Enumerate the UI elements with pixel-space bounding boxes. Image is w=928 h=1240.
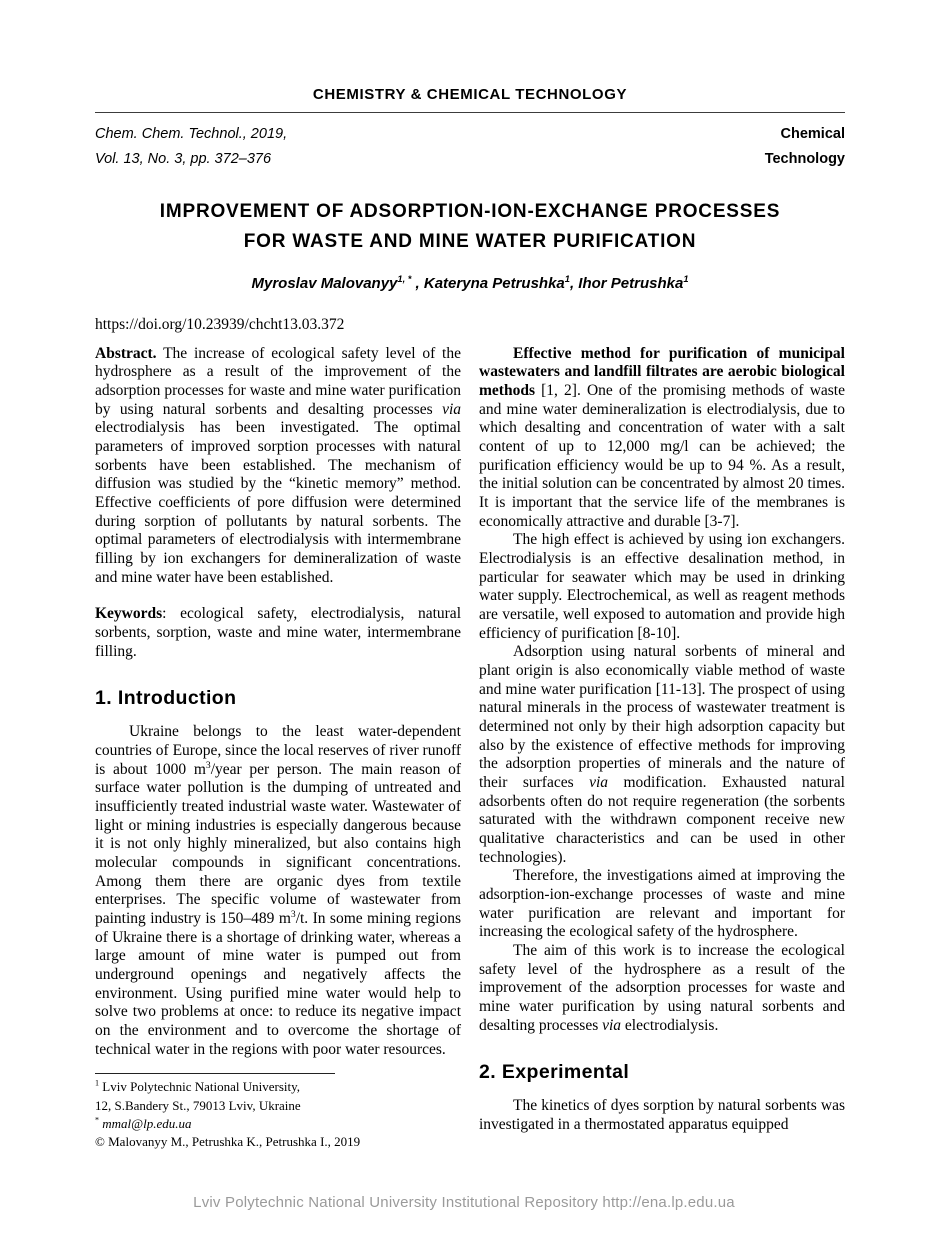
journal-citation <box>95 122 287 173</box>
doi-text: https://doi.org/10.23939/chcht13.03.372 <box>95 315 345 333</box>
footnote-block <box>95 1073 461 1151</box>
journal-info-row <box>95 122 845 173</box>
footnote-copyright: © Malovanyy M., Petrushka K., Petrushka I., 2019 <box>95 1133 361 1149</box>
author-list: Myroslav Malovanyy$^{1, *}$ , Kateryna Petrushka$^1$, Ihor Petrushka$^1$ <box>251 273 689 292</box>
body-paragraph-1: Effective method for purification of municipal wastewaters and landfill filtrates are aerobic biological methods [1, 2]. One of the promising methods of waste and mine water demineralization is electrodialysis, due to which desalting and concentration of water with a salt content of up to 12,000 mg/l can be achieved; the purification efficiency would be up to 94 %. As a result, the initial solution can be concentrated by almost 20 times. It is important that the service life of the membranes is economically attractive and durable [3-7]. <box>479 344 845 530</box>
abstract-paragraph: Abstract. The increase of ecological safety level of the hydrosphere as a result of the improvement of the adsorption processes for waste and mine water purification by using natural sorbents and desalting processes via electrodialysis has been investigated. The optimal parameters of improved sorption processes with natural sorbents have been established. The mechanism of diffusion was studied by the “kinetic memory” method. Effective coefficients of pore diffusion were determined during sorption of pollutants by natural sorbents. The optimal parameters of electrodialysis with intermembrane filling by ion exchangers for demineralization of waste and mine water have been established. <box>95 344 461 586</box>
keywords-paragraph: Keywords: ecological safety, electrodialysis, natural sorbents, sorption, waste and mine water, intermembrane filling. <box>95 605 461 660</box>
section-heading-introduction: 1. Introduction <box>95 687 237 710</box>
body-paragraph-2: The high effect is achieved by using ion exchangers. Electrodialysis is an effective desalination method, in particular for seawater which may be used in drinking water supply. Electrochemical, as well as reagent methods are versatile, well exposed to automation and provide high efficiency of purification [8-10]. <box>479 531 845 642</box>
running-head: CHEMISTRY & CHEMICAL TECHNOLOGY <box>95 86 845 113</box>
footnote-rule <box>95 1073 335 1074</box>
article-title-line1: IMPROVEMENT OF ADSORPTION-ION-EXCHANGE PROCESSES <box>159 200 781 222</box>
journal-name-line2: Technology <box>764 151 845 168</box>
body-paragraph-5: The aim of this work is to increase the ecological safety level of the hydrosphere as a result of the improvement of the adsorption processes for waste and mine water purification by using natural sorbents and desalting processes via electrodialysis. <box>479 942 845 1034</box>
journal-name-line1: Chemical <box>780 126 845 142</box>
body-paragraph-3: Adsorption using natural sorbents of mineral and plant origin is also economically viable method of waste and mine water purification [11-13]. The prospect of using natural minerals in the process of wastewater treatment is determined not only by their high adsorption capacity but also by the existence of effective methods for improving the adsorption properties of minerals and the nature of their surfaces via modification. Exhausted natural adsorbents often do not require regeneration (the sorbents saturated with the withdrawn component receive new qualitative characteristics and can be used in other technologies). <box>479 643 845 866</box>
footnote-affiliation-line1: $^1$ Lviv Polytechnic National University, <box>95 1079 301 1095</box>
article-title-line2: FOR WASTE AND MINE WATER PURIFICATION <box>243 231 697 253</box>
introduction-paragraph: Ukraine belongs to the least water-dependent countries of Europe, since the local reserves of river runoff is about 1000 $m^3$/year per person. The main reason of surface water pollution is the dumping of untreated and insufficiently treated industrial waste water. Wastewater of light or mining industries is especially dangerous because it is not only highly mineralized, but also contains high molecular compounds in significant concentrations. Among them there are organic dyes from textile enterprises. The specific volume of wastewater from painting industry is 150–489 $m^3/t$. In some mining regions of Ukraine there is a shortage of drinking water, whereas a large amount of mine water is pumped out from underground openings and negatively affects the environment. Using purified mine water would help to solve two problems at once: to reduce its negative impact on the environment and to overcome the shortage of technical water in the regions with poor water resources. <box>95 723 461 1058</box>
journal-name <box>765 122 845 173</box>
repository-footer: Lviv Polytechnic National University Institutional Repository http://ena.lp.edu.ua <box>193 1194 735 1211</box>
article-title <box>95 197 845 258</box>
left-column <box>95 345 461 1152</box>
page-content <box>95 86 845 1151</box>
two-column-body <box>95 345 845 1152</box>
body-paragraph-6: The kinetics of dyes sorption by natural sorbents was investigated in a thermostated apparatus equipped <box>479 1097 845 1134</box>
journal-citation-line2: Vol. 13, No. 3, pp. 372–376 <box>95 151 272 168</box>
footnote-email: * mmal@lp.edu.ua <box>95 1115 192 1131</box>
section-heading-experimental: 2. Experimental <box>479 1061 630 1084</box>
body-paragraph-4: Therefore, the investigations aimed at improving the adsorption-ion-exchange processes of waste and mine water purification are relevant and important for increasing the ecological safety of the hydrosphere. <box>479 867 845 941</box>
footnote-affiliation-line2: 12, S.Bandery St., 79013 Lviv, Ukraine <box>95 1097 301 1113</box>
journal-citation-line1: Chem. Chem. Technol., 2019, <box>95 126 288 142</box>
right-column <box>479 345 845 1152</box>
